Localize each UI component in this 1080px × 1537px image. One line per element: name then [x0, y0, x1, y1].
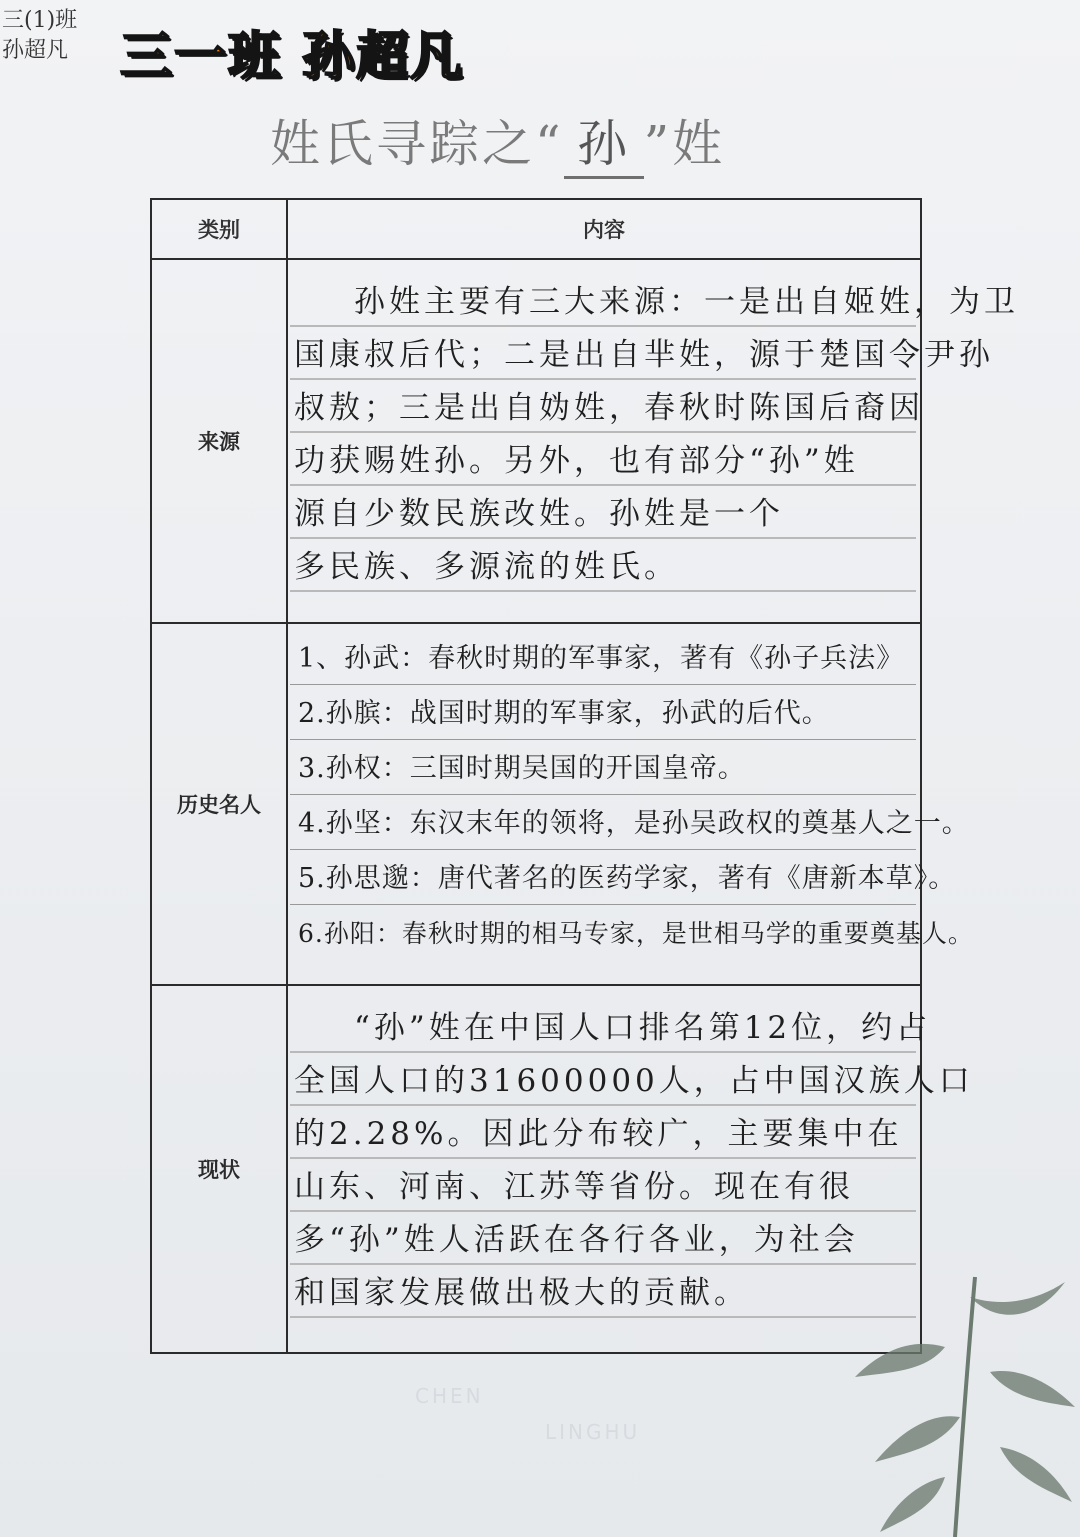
row-label-current-status: 现状: [198, 1158, 240, 1182]
row-label-famous-people: 历史名人: [177, 793, 261, 817]
page-title: [270, 104, 725, 179]
class-note: 三(1)班: [2, 8, 78, 33]
status-line: “孙”姓在中国人口排名第12位，约占: [354, 1010, 932, 1046]
origin-line: 功获赐姓孙。另外，也有部分“孙”姓: [294, 443, 859, 479]
famous-person-item: 6.孙阳：春秋时期的相马专家，是世相马学的重要奠基人。: [298, 919, 974, 948]
famous-person-item: 1、孙武：春秋时期的军事家，著有《孙子兵法》: [290, 630, 916, 685]
origin-line: 孙姓主要有三大来源：一是出自姬姓，为卫: [354, 284, 1019, 320]
current-status-content: [290, 1000, 974, 1330]
origin-line: 多民族、多源流的姓氏。: [294, 549, 679, 585]
column-divider: [286, 200, 288, 1352]
origin-line: 叔敖；三是出自妫姓，春秋时陈国后裔因: [294, 390, 924, 426]
header-category: 类别: [198, 218, 240, 242]
row-label-origin: 来源: [198, 430, 240, 454]
origin-content: [290, 274, 1019, 618]
watermark-text: LINGHU: [545, 1420, 641, 1444]
famous-person-item: 5.孙思邈：唐代著名的医药学家，著有《唐新本草》。: [290, 850, 916, 905]
student-name-note: 孙超凡: [2, 38, 69, 63]
header-content: 内容: [583, 218, 625, 242]
surname-worksheet-table: [150, 198, 1019, 1354]
origin-line: 源自少数民族改姓。孙姓是一个: [294, 496, 784, 532]
famous-people-content: [290, 630, 974, 980]
status-line: 山东、河南、江苏等省份。现在有很: [294, 1169, 854, 1205]
handwritten-class-name-note: [2, 6, 92, 66]
status-line: 全国人口的31600000人，占中国汉族人口: [294, 1063, 974, 1099]
famous-person-item: 2.孙膑：战国时期的军事家，孙武的后代。: [290, 685, 916, 740]
watermark-text: CHEN: [415, 1384, 484, 1408]
title-suffix: ”姓: [643, 115, 726, 173]
title-prefix: 姓氏寻踪之“: [270, 115, 564, 173]
bamboo-decoration: [850, 1277, 1080, 1537]
student-name-banner: 三一班 孙超凡: [120, 27, 465, 87]
title-surname: 孙: [564, 104, 644, 179]
famous-person-item: 3.孙权：三国时期吴国的开国皇帝。: [290, 740, 916, 795]
origin-line: 国康叔后代；二是出自芈姓，源于楚国令尹孙: [294, 337, 994, 373]
status-line: 和国家发展做出极大的贡献。: [294, 1275, 749, 1311]
status-line: 多“孙”姓人活跃在各行各业，为社会: [294, 1222, 859, 1258]
famous-person-item: 4.孙坚：东汉末年的领将，是孙吴政权的奠基人之一。: [290, 795, 916, 850]
status-line: 的2.28%。因此分布较广，主要集中在: [294, 1116, 903, 1152]
